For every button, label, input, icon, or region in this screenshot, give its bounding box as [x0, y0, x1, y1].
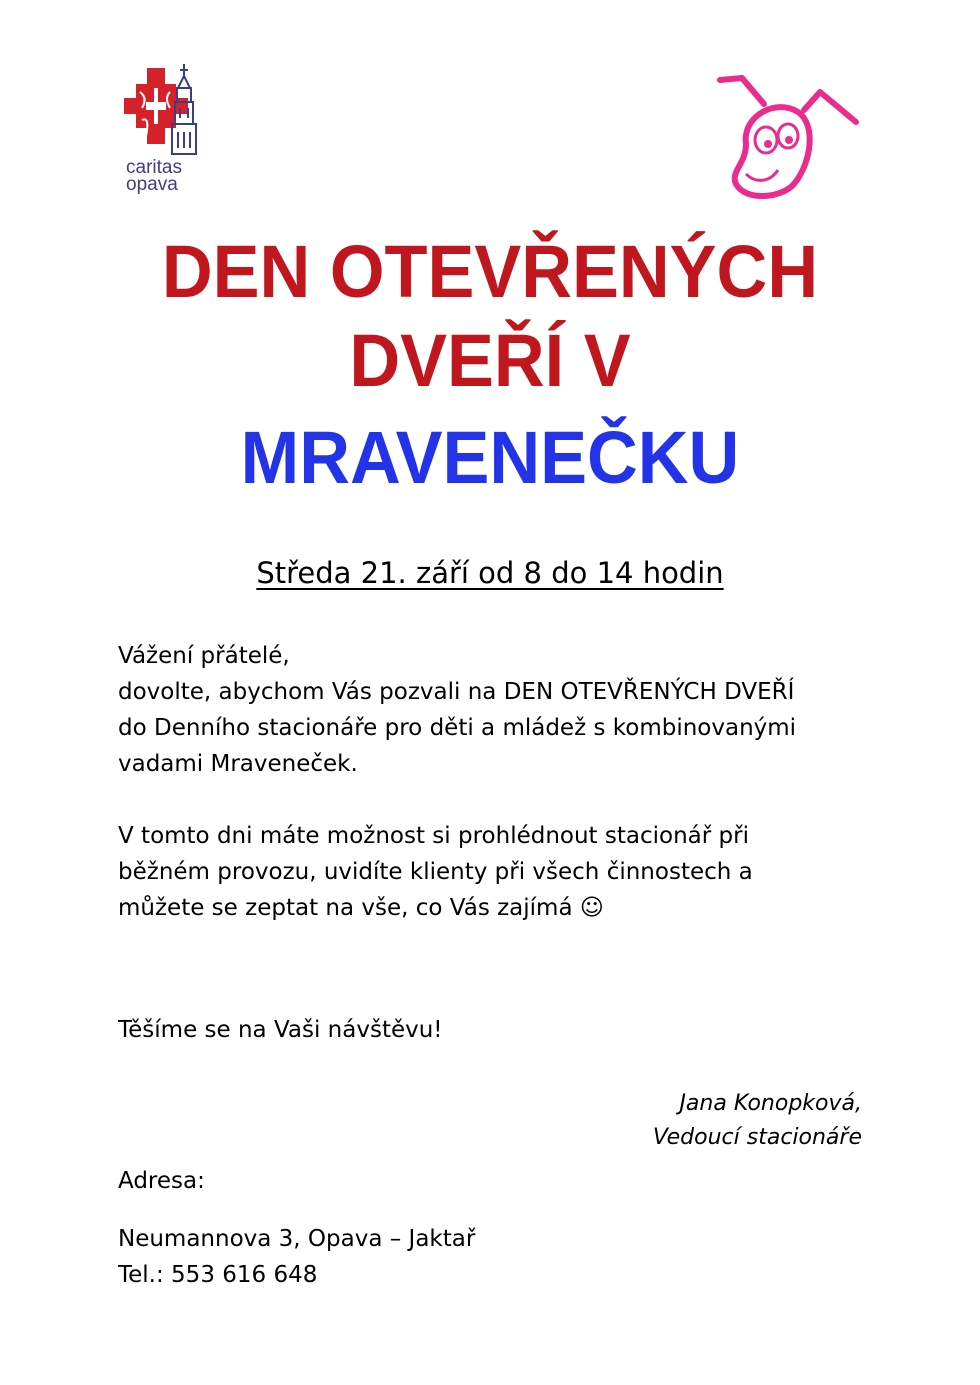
headline-line-1: DEN OTEVŘENÝCH — [161, 230, 819, 313]
signature-name: Jana Konopková, — [679, 1091, 862, 1116]
letter-paragraph-2-line-1: V tomto dni máte možnost si prohlédnout stacionář při — [118, 823, 749, 849]
ant-head-icon — [716, 66, 866, 216]
signature-role: Vedoucí stacionáře — [652, 1125, 862, 1150]
logo-text-opava: opava — [126, 174, 178, 195]
letter-closing: Těšíme se na Vaši návštěvu! — [118, 1017, 443, 1043]
headline-line-3: MRAVENEČKU — [240, 416, 740, 499]
letter-paragraph-1-line-2: do Denního stacionáře pro děti a mládež s kombinovanými — [118, 715, 797, 741]
letter-paragraph-1-line-3: vadami Mraveneček. — [118, 751, 358, 777]
address-value: Neumannova 3, Opava – Jaktař — [118, 1226, 476, 1252]
letter-greeting: Vážení přátelé, — [118, 643, 290, 669]
headline-line-2: DVEŘÍ V — [349, 319, 631, 402]
phone-number: Tel.: 553 616 648 — [118, 1262, 318, 1288]
address-label: Adresa: — [118, 1168, 205, 1194]
logo-text-caritas: caritas — [126, 157, 182, 178]
letter-paragraph-2-line-2: běžném provozu, uvidíte klienty při všech činnostech a — [118, 859, 753, 885]
event-date: Středa 21. září od 8 do 14 hodin — [256, 556, 724, 590]
letter-paragraph-1-line-1: dovolte, abychom Vás pozvali na DEN OTEVŘENÝCH DVEŘÍ — [118, 679, 795, 705]
caritas-cross-tower-icon — [116, 62, 206, 158]
letter-paragraph-2-line-3: můžete se zeptat na vše, co Vás zajímá ☺ — [118, 895, 604, 921]
